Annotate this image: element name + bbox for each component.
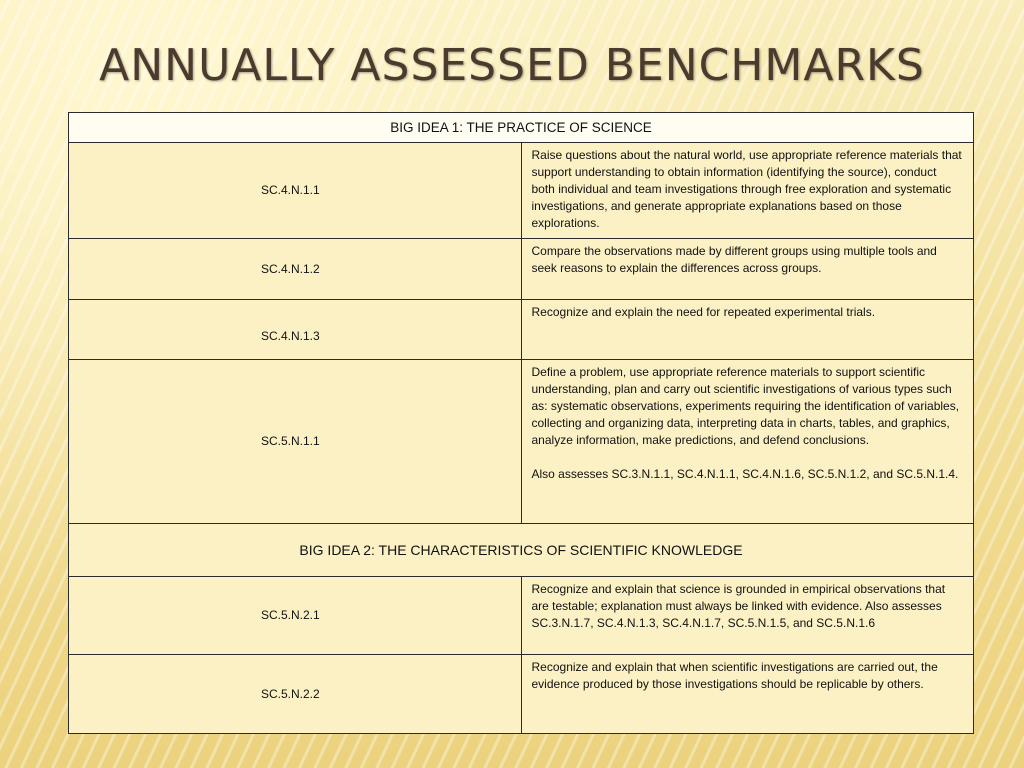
benchmark-description: Compare the observations made by different groups using multiple tools and seek reasons to explain the differences across groups. xyxy=(521,239,974,300)
benchmark-code: SC.5.N.1.1 xyxy=(69,360,522,524)
table-row xyxy=(69,360,974,524)
benchmark-description-cell xyxy=(521,360,974,524)
benchmark-code: SC.5.N.2.2 xyxy=(69,655,522,734)
benchmarks-table xyxy=(68,112,974,734)
table-row xyxy=(69,239,974,300)
benchmark-description: Raise questions about the natural world, use appropriate reference materials that support understanding to obtain information (identifying the source), conduct both individual and team investigations through free exploration and systematic investigations, and generate appropriate explanations based on those explorations. xyxy=(521,143,974,239)
slide-title: ANNUALLY ASSESSED BENCHMARKS xyxy=(99,40,925,91)
benchmark-description: Recognize and explain that science is grounded in empirical observations that are testable; explanation must always be linked with evidence. Also assesses SC.3.N.1.7, SC.4.N.1.3, SC.4.N.1.7, SC.5.N.1.5, and SC.5.N.1.6 xyxy=(521,577,974,655)
table-row-big-idea-1 xyxy=(69,113,974,143)
table-row xyxy=(69,143,974,239)
big-idea-1-header: BIG IDEA 1: THE PRACTICE OF SCIENCE xyxy=(69,113,974,143)
benchmark-description: Recognize and explain the need for repeated experimental trials. xyxy=(521,300,974,360)
benchmark-also-assesses: Also assesses SC.3.N.1.1, SC.4.N.1.1, SC.4.N.1.6, SC.5.N.1.2, and SC.5.N.1.4. xyxy=(531,467,959,481)
table-row xyxy=(69,655,974,734)
table-row xyxy=(69,577,974,655)
big-idea-2-header: BIG IDEA 2: THE CHARACTERISTICS OF SCIENTIFIC KNOWLEDGE xyxy=(69,524,974,577)
table-row xyxy=(69,300,974,360)
benchmark-code: SC.4.N.1.2 xyxy=(69,239,522,300)
benchmark-description: Recognize and explain that when scientific investigations are carried out, the evidence produced by those investigations should be replicable by others. xyxy=(521,655,974,734)
benchmark-code: SC.5.N.2.1 xyxy=(69,577,522,655)
benchmark-description: Define a problem, use appropriate reference materials to support scientific understanding, plan and carry out scientific investigations of various types such as: systematic observations, experiments requiring the identification of variables, collecting and organizing data, interpreting data in charts, tables, and graphics, analyze information, make predictions, and defend conclusions. xyxy=(531,365,960,447)
table-row-big-idea-2 xyxy=(69,524,974,577)
benchmark-code: SC.4.N.1.1 xyxy=(69,143,522,239)
benchmark-code: SC.4.N.1.3 xyxy=(69,300,522,360)
